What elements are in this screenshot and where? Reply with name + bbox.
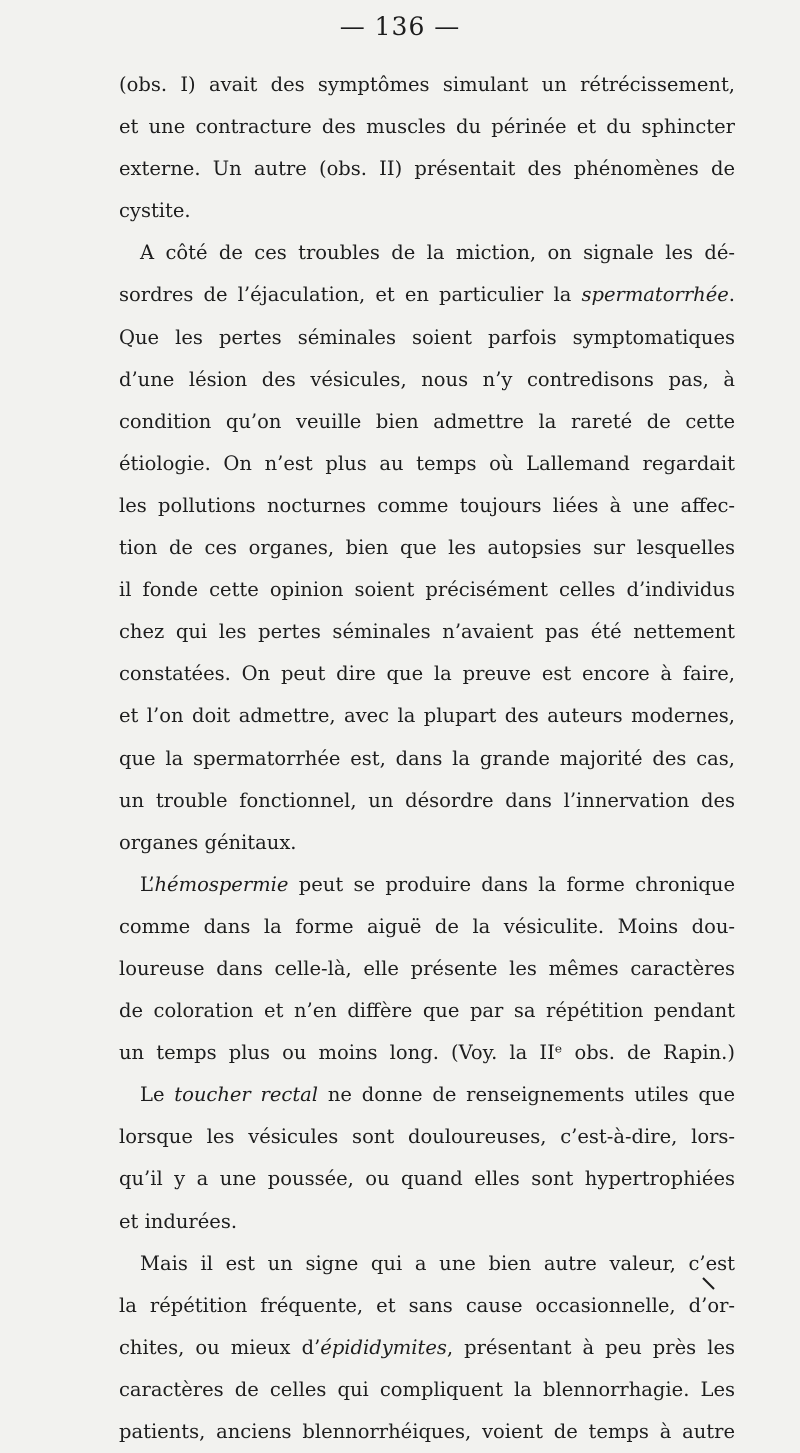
- text-line: (obs. I) avait des symptômes simulant un rétrécissement,: [119, 73, 735, 96]
- text-line: que la spermatorrhée est, dans la grande majorité des cas,: [119, 746, 735, 770]
- italic-term: épididymites: [320, 1335, 447, 1359]
- text-run: ne donne de renseignements utiles que: [318, 1083, 735, 1107]
- text-line: comme dans la forme aiguë de la vésiculite. Moins dou-: [119, 914, 735, 938]
- text-line: A côté de ces troubles de la miction, on signale les dé-: [140, 241, 735, 265]
- text-line: [119, 1074, 735, 1116]
- italic-term: toucher rectal: [174, 1083, 319, 1107]
- text-line: un temps plus ou moins long. (Voy. la IIᵉ obs. de Rapin.): [119, 1041, 735, 1065]
- text-line: caractères de celles qui compliquent la blennorrhagie. Les: [119, 1377, 735, 1401]
- text-line: tion de ces organes, bien que les autopsies sur lesquelles: [119, 536, 735, 560]
- italic-term: hémospermie: [154, 872, 289, 896]
- text-line: les pollutions nocturnes comme toujours liées à une affec-: [119, 493, 735, 517]
- text-line: patients, anciens blennorrhéiques, voient de temps à autre: [119, 1420, 735, 1443]
- text-line: constatées. On peut dire que la preuve est encore à faire,: [119, 662, 735, 686]
- text-run: peut se produire dans la forme chronique: [288, 872, 735, 896]
- text-line: et une contracture des muscles du périnée et du sphincter: [119, 115, 735, 139]
- text-line: [119, 1327, 735, 1369]
- text-line: d’une lésion des vésicules, nous n’y contredisons pas, à: [119, 367, 735, 391]
- text-run: L’: [140, 872, 155, 896]
- text-line: loureuse dans celle-là, elle présente les mêmes caractères: [119, 956, 735, 980]
- text-line: externe. Un autre (obs. II) présentait des phénomènes de: [119, 157, 735, 181]
- text-line: et indurées.: [119, 1209, 238, 1233]
- text-run: .: [728, 283, 735, 307]
- text-line: qu’il y a une poussée, ou quand elles sont hypertrophiées: [119, 1167, 735, 1191]
- scan-mark-icon: [702, 1277, 716, 1291]
- text-line: la répétition fréquente, et sans cause occasionnelle, d’or-: [119, 1293, 735, 1317]
- text-run: sordres de l’éjaculation, et en particulier la: [119, 283, 582, 307]
- text-line: condition qu’on veuille bien admettre la rareté de cette: [119, 409, 735, 433]
- text-line: Que les pertes séminales soient parfois symptomatiques: [119, 325, 735, 349]
- text-line: il fonde cette opinion soient précisément celles d’individus: [119, 578, 735, 602]
- text-run: , présentant à peu près les: [446, 1335, 736, 1359]
- text-line: [119, 864, 735, 906]
- italic-term: spermatorrhée: [581, 283, 729, 307]
- text-line: Mais il est un signe qui a une bien autre valeur, c’est: [140, 1251, 735, 1275]
- text-line: étiologie. On n’est plus au temps où Lallemand regardait: [119, 451, 735, 475]
- text-line: lorsque les vésicules sont douloureuses, c’est-à-dire, lors-: [119, 1125, 735, 1149]
- text-line: un trouble fonctionnel, un désordre dans l’innervation des: [119, 788, 735, 812]
- text-line: et l’on doit admettre, avec la plupart des auteurs modernes,: [119, 704, 735, 728]
- text-line: cystite.: [119, 199, 191, 223]
- text-run: Le: [140, 1083, 175, 1107]
- body-text: [119, 64, 735, 1453]
- text-run: chites, ou mieux d’: [119, 1335, 321, 1359]
- page-number: — 136 —: [339, 12, 461, 41]
- text-line: [119, 274, 735, 316]
- text-line: organes génitaux.: [119, 830, 297, 854]
- text-line: chez qui les pertes séminales n’avaient pas été nettement: [119, 620, 735, 644]
- text-line: de coloration et n’en diffère que par sa répétition pendant: [119, 999, 735, 1023]
